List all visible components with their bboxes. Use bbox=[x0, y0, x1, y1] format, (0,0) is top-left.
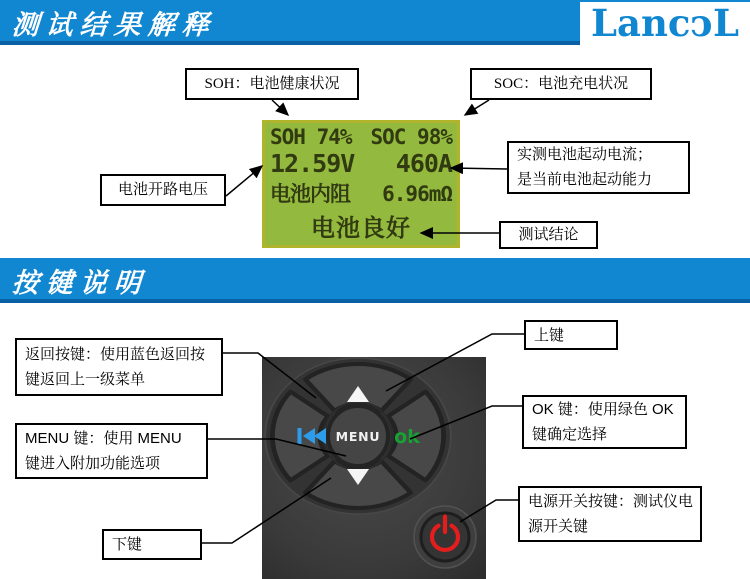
lcd-resistance-label: 电池内阻 bbox=[270, 182, 350, 206]
lcd-conclusion-text: 电池良好 bbox=[311, 214, 411, 242]
section1-title: 测试结果解释 bbox=[10, 10, 217, 41]
lcd-row-soh-soc bbox=[270, 125, 452, 149]
ok-button-label: ok bbox=[394, 426, 420, 448]
lcd-screen bbox=[262, 120, 460, 248]
arrow-open-circuit-voltage bbox=[226, 166, 262, 196]
callout-power-button: 电源开关按键：测试仪电 源开关键 bbox=[518, 486, 702, 542]
arrow-soh bbox=[272, 100, 288, 115]
lcd-voltage-value: 12.59V bbox=[270, 149, 355, 178]
callout-down-button: 下键 bbox=[102, 529, 202, 560]
menu-button-label: MENU bbox=[335, 429, 381, 444]
brand-logo-text: LanccL bbox=[591, 1, 739, 45]
callout-back-button: 返回按键：使用蓝色返回按 键返回上一级菜单 bbox=[15, 338, 223, 396]
keypad-image bbox=[262, 357, 486, 579]
lcd-row-conclusion bbox=[270, 208, 452, 243]
callout-up-button: 上键 bbox=[524, 320, 618, 350]
arrow-soc bbox=[465, 100, 489, 115]
callout-open-circuit-voltage: 电池开路电压 bbox=[100, 174, 226, 206]
callout-start-current: 实测电池起动电流； 是当前电池起动能力 bbox=[507, 141, 690, 194]
lcd-soc-value: SOC 98% bbox=[370, 125, 452, 149]
callout-soh: SOH：电池健康状况 bbox=[185, 68, 359, 100]
callout-menu-button: MENU 键：使用 MENU 键进入附加功能选项 bbox=[15, 423, 208, 479]
lcd-resistance-value: 6.96mΩ bbox=[382, 182, 452, 206]
callout-soc: SOC：电池充电状况 bbox=[470, 68, 652, 100]
callout-conclusion: 测试结论 bbox=[499, 221, 598, 249]
lcd-current-value: 460A bbox=[395, 149, 452, 178]
section2-header-bar bbox=[0, 258, 750, 303]
lcd-row-resistance bbox=[270, 178, 452, 208]
callout-ok-button: OK 键：使用绿色 OK 键确定选择 bbox=[522, 395, 687, 449]
brand-logo bbox=[580, 2, 750, 45]
lcd-row-voltage-current bbox=[270, 149, 452, 178]
section2-title: 按键说明 bbox=[10, 268, 149, 299]
lcd-soh-value: SOH 74% bbox=[270, 125, 352, 149]
power-button bbox=[414, 506, 476, 568]
